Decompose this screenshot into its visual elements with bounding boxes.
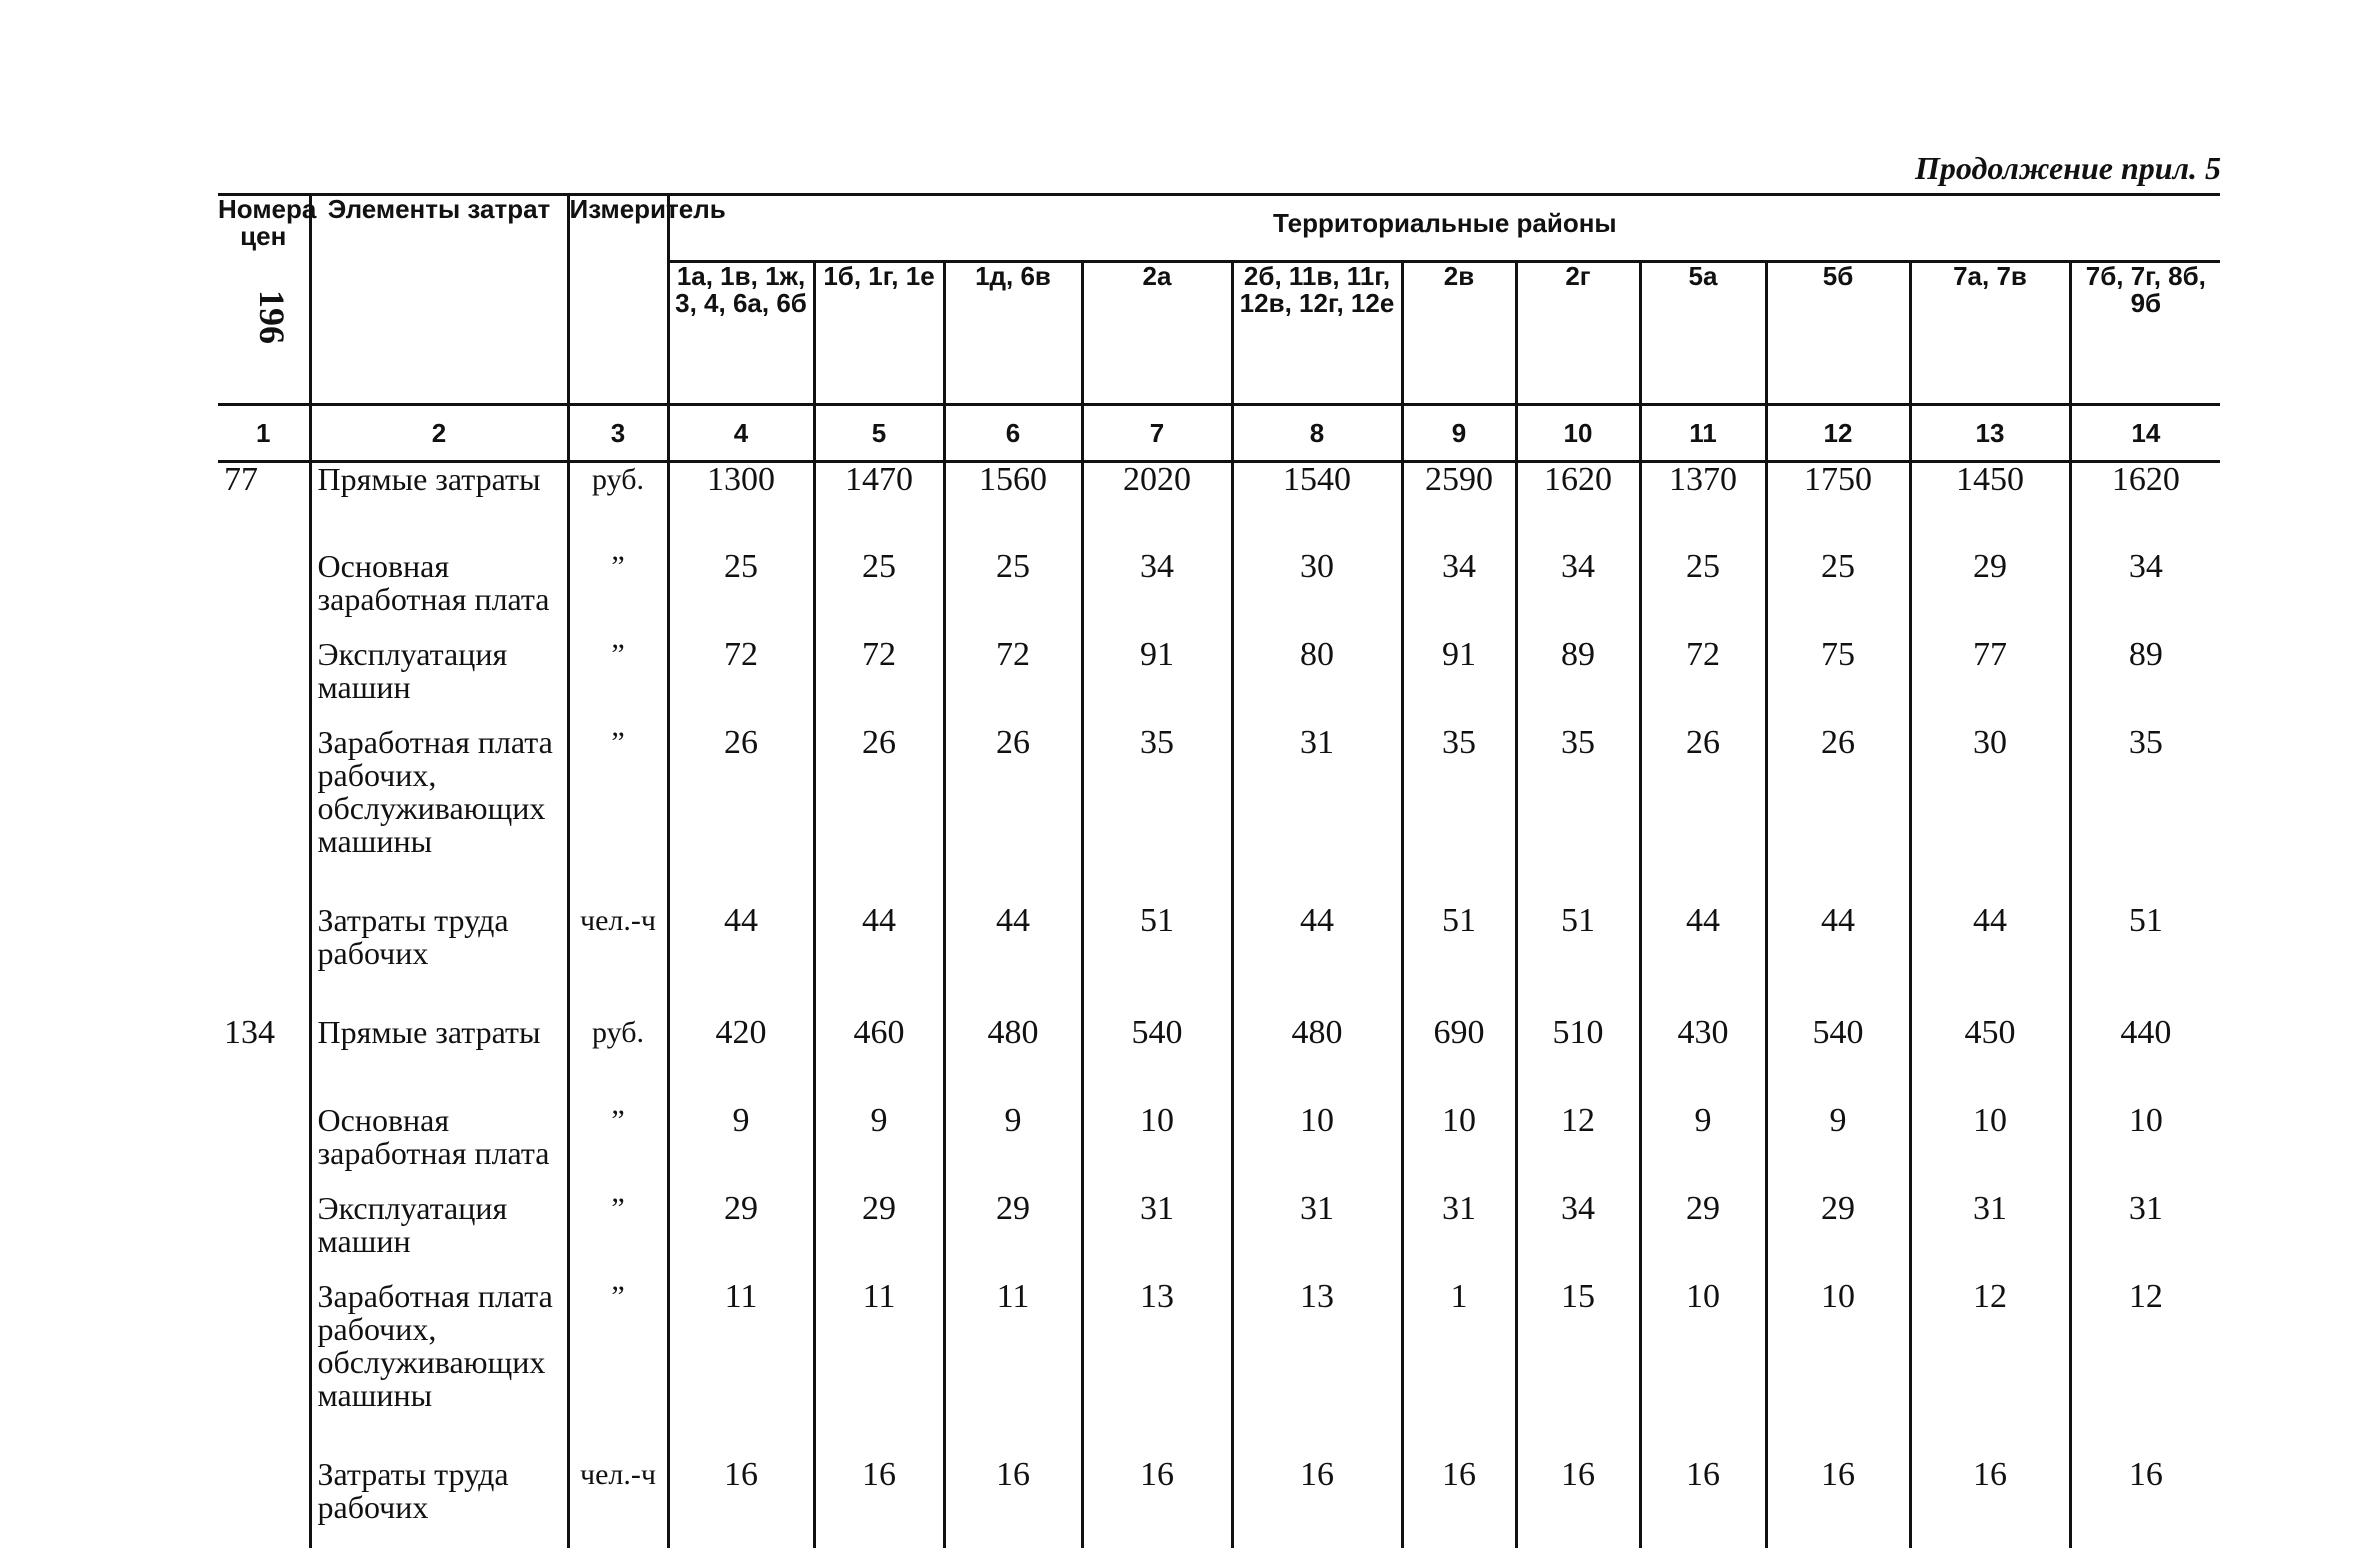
value-cell: 34 [1402,550,1516,638]
value-cell: 30 [1232,550,1402,638]
header-district: 2а [1082,262,1232,405]
rate-number [218,638,310,726]
rate-number [218,726,310,904]
cost-element: Прямые затраты [310,462,568,550]
value-cell: 51 [2070,904,2220,1016]
value-cell: 10 [1910,1104,2070,1192]
value-cell: 77 [1910,638,2070,726]
value-cell: 16 [1402,1458,1516,1548]
value-cell: 31 [1910,1192,2070,1280]
value-cell: 26 [1640,726,1766,904]
value-cell: 91 [1402,638,1516,726]
column-number: 11 [1640,405,1766,462]
value-cell: 35 [2070,726,2220,904]
value-cell: 44 [1232,904,1402,1016]
table-row [218,1458,2220,1548]
value-cell: 1620 [2070,462,2220,550]
column-number: 3 [568,405,668,462]
column-number: 6 [944,405,1082,462]
header-unit: Измеритель [568,195,668,405]
table-row [218,904,2220,1016]
continuation-label: Продолжение прил. 5 [1915,150,2221,186]
header-district: 7б, 7г, 8б, 9б [2070,262,2220,405]
header-district: 1а, 1в, 1ж, 3, 4, 6а, 6б [668,262,814,405]
value-cell: 25 [668,550,814,638]
header-elements: Элементы затрат [310,195,568,405]
value-cell: 72 [668,638,814,726]
value-cell: 29 [668,1192,814,1280]
value-cell: 1300 [668,462,814,550]
cost-element: Прямые затраты [310,1016,568,1104]
value-cell: 690 [1402,1016,1516,1104]
value-cell: 34 [2070,550,2220,638]
value-cell: 51 [1082,904,1232,1016]
value-cell: 29 [1640,1192,1766,1280]
value-cell: 44 [1766,904,1910,1016]
value-cell: 25 [1766,550,1910,638]
header-district: 2г [1516,262,1640,405]
value-cell: 31 [1232,1192,1402,1280]
value-cell: 2590 [1402,462,1516,550]
value-cell: 16 [814,1458,944,1548]
value-cell: 34 [1516,1192,1640,1280]
unit: чел.-ч [568,904,668,1016]
table-row [218,462,2220,550]
column-number: 1 [218,405,310,462]
column-number: 10 [1516,405,1640,462]
value-cell: 460 [814,1016,944,1104]
header-district: 1д, 6в [944,262,1082,405]
table-row [218,726,2220,904]
value-cell: 420 [668,1016,814,1104]
value-cell: 16 [944,1458,1082,1548]
value-cell: 10 [1082,1104,1232,1192]
value-cell: 29 [814,1192,944,1280]
value-cell: 12 [2070,1280,2220,1458]
table-row [218,1280,2220,1458]
value-cell: 10 [2070,1104,2220,1192]
rate-number [218,1104,310,1192]
value-cell: 25 [814,550,944,638]
table-row [218,1104,2220,1192]
value-cell: 31 [1232,726,1402,904]
column-number: 12 [1766,405,1910,462]
value-cell: 1450 [1910,462,2070,550]
value-cell: 89 [1516,638,1640,726]
value-cell: 510 [1516,1016,1640,1104]
value-cell: 2020 [1082,462,1232,550]
value-cell: 9 [814,1104,944,1192]
rate-number [218,1280,310,1458]
value-cell: 10 [1232,1104,1402,1192]
value-cell: 15 [1516,1280,1640,1458]
unit: ” [568,638,668,726]
value-cell: 89 [2070,638,2220,726]
cost-element: Заработная плата рабочих, обслуживающих машины [310,1280,568,1458]
value-cell: 25 [1640,550,1766,638]
value-cell: 1560 [944,462,1082,550]
column-number: 5 [814,405,944,462]
unit: ” [568,550,668,638]
header-district: 1б, 1г, 1е [814,262,944,405]
value-cell: 13 [1082,1280,1232,1458]
table-row [218,550,2220,638]
value-cell: 44 [668,904,814,1016]
unit: ” [568,726,668,904]
column-number: 13 [1910,405,2070,462]
value-cell: 34 [1516,550,1640,638]
value-cell: 51 [1402,904,1516,1016]
cost-element: Эксплуатация машин [310,1192,568,1280]
unit: руб. [568,1016,668,1104]
column-number: 4 [668,405,814,462]
rate-number [218,1192,310,1280]
value-cell: 31 [1402,1192,1516,1280]
value-cell: 25 [944,550,1082,638]
value-cell: 540 [1766,1016,1910,1104]
cost-table [218,193,2220,1548]
value-cell: 72 [1640,638,1766,726]
rate-number [218,1458,310,1548]
value-cell: 31 [1082,1192,1232,1280]
unit: руб. [568,462,668,550]
rate-number [218,904,310,1016]
rate-number [218,550,310,638]
value-cell: 1540 [1232,462,1402,550]
value-cell: 31 [2070,1192,2220,1280]
value-cell: 9 [1766,1104,1910,1192]
value-cell: 10 [1640,1280,1766,1458]
header-district: 2в [1402,262,1516,405]
unit: чел.-ч [568,1458,668,1548]
value-cell: 29 [944,1192,1082,1280]
value-cell: 44 [1640,904,1766,1016]
column-number: 7 [1082,405,1232,462]
value-cell: 26 [814,726,944,904]
value-cell: 72 [944,638,1082,726]
value-cell: 91 [1082,638,1232,726]
value-cell: 26 [944,726,1082,904]
unit: ” [568,1280,668,1458]
value-cell: 72 [814,638,944,726]
cost-element: Эксплуатация машин [310,638,568,726]
header-territorial: Территориальные районы [668,195,2220,262]
header-district: 2б, 11в, 11г, 12в, 12г, 12е [1232,262,1402,405]
value-cell: 44 [1910,904,2070,1016]
page-number: 196 [252,290,292,344]
value-cell: 80 [1232,638,1402,726]
column-number: 14 [2070,405,2220,462]
cost-element: Заработная плата рабочих, обслуживающих машины [310,726,568,904]
rate-number: 134 [224,1013,275,1051]
value-cell: 13 [1232,1280,1402,1458]
table-row [218,638,2220,726]
value-cell: 16 [668,1458,814,1548]
value-cell: 29 [1910,550,2070,638]
value-cell: 9 [944,1104,1082,1192]
unit: ” [568,1192,668,1280]
cost-element: Затраты труда рабочих [310,1458,568,1548]
value-cell: 34 [1082,550,1232,638]
value-cell: 11 [668,1280,814,1458]
cost-element: Затраты труда рабочих [310,904,568,1016]
value-cell: 9 [668,1104,814,1192]
header-district: 7а, 7в [1910,262,2070,405]
header-rate: Номера цен [218,194,317,251]
cost-element: Основная заработная плата [310,1104,568,1192]
value-cell: 12 [1910,1280,2070,1458]
value-cell: 11 [814,1280,944,1458]
value-cell: 480 [1232,1016,1402,1104]
unit: ” [568,1104,668,1192]
table-row [218,1192,2220,1280]
column-number-row [218,405,2220,462]
value-cell: 450 [1910,1016,2070,1104]
rate-number: 77 [224,461,258,498]
value-cell: 51 [1516,904,1640,1016]
value-cell: 26 [1766,726,1910,904]
value-cell: 44 [814,904,944,1016]
value-cell: 1 [1402,1280,1516,1458]
value-cell: 44 [944,904,1082,1016]
value-cell: 9 [1640,1104,1766,1192]
value-cell: 30 [1910,726,2070,904]
value-cell: 29 [1766,1192,1910,1280]
value-cell: 35 [1402,726,1516,904]
value-cell: 16 [1082,1458,1232,1548]
column-number: 2 [310,405,568,462]
value-cell: 35 [1516,726,1640,904]
value-cell: 16 [1640,1458,1766,1548]
value-cell: 26 [668,726,814,904]
value-cell: 16 [2070,1458,2220,1548]
value-cell: 1470 [814,462,944,550]
value-cell: 1750 [1766,462,1910,550]
value-cell: 11 [944,1280,1082,1458]
column-number: 8 [1232,405,1402,462]
value-cell: 480 [944,1016,1082,1104]
header-district: 5б [1766,262,1910,405]
value-cell: 1620 [1516,462,1640,550]
value-cell: 540 [1082,1016,1232,1104]
table-row [218,1016,2220,1104]
value-cell: 430 [1640,1016,1766,1104]
value-cell: 16 [1516,1458,1640,1548]
header-district: 5а [1640,262,1766,405]
value-cell: 10 [1766,1280,1910,1458]
value-cell: 10 [1402,1104,1516,1192]
value-cell: 440 [2070,1016,2220,1104]
cost-element: Основная заработная плата [310,550,568,638]
value-cell: 1370 [1640,462,1766,550]
value-cell: 35 [1082,726,1232,904]
value-cell: 12 [1516,1104,1640,1192]
value-cell: 16 [1232,1458,1402,1548]
value-cell: 75 [1766,638,1910,726]
header-row-top [218,195,2220,262]
value-cell: 16 [1766,1458,1910,1548]
column-number: 9 [1402,405,1516,462]
value-cell: 16 [1910,1458,2070,1548]
